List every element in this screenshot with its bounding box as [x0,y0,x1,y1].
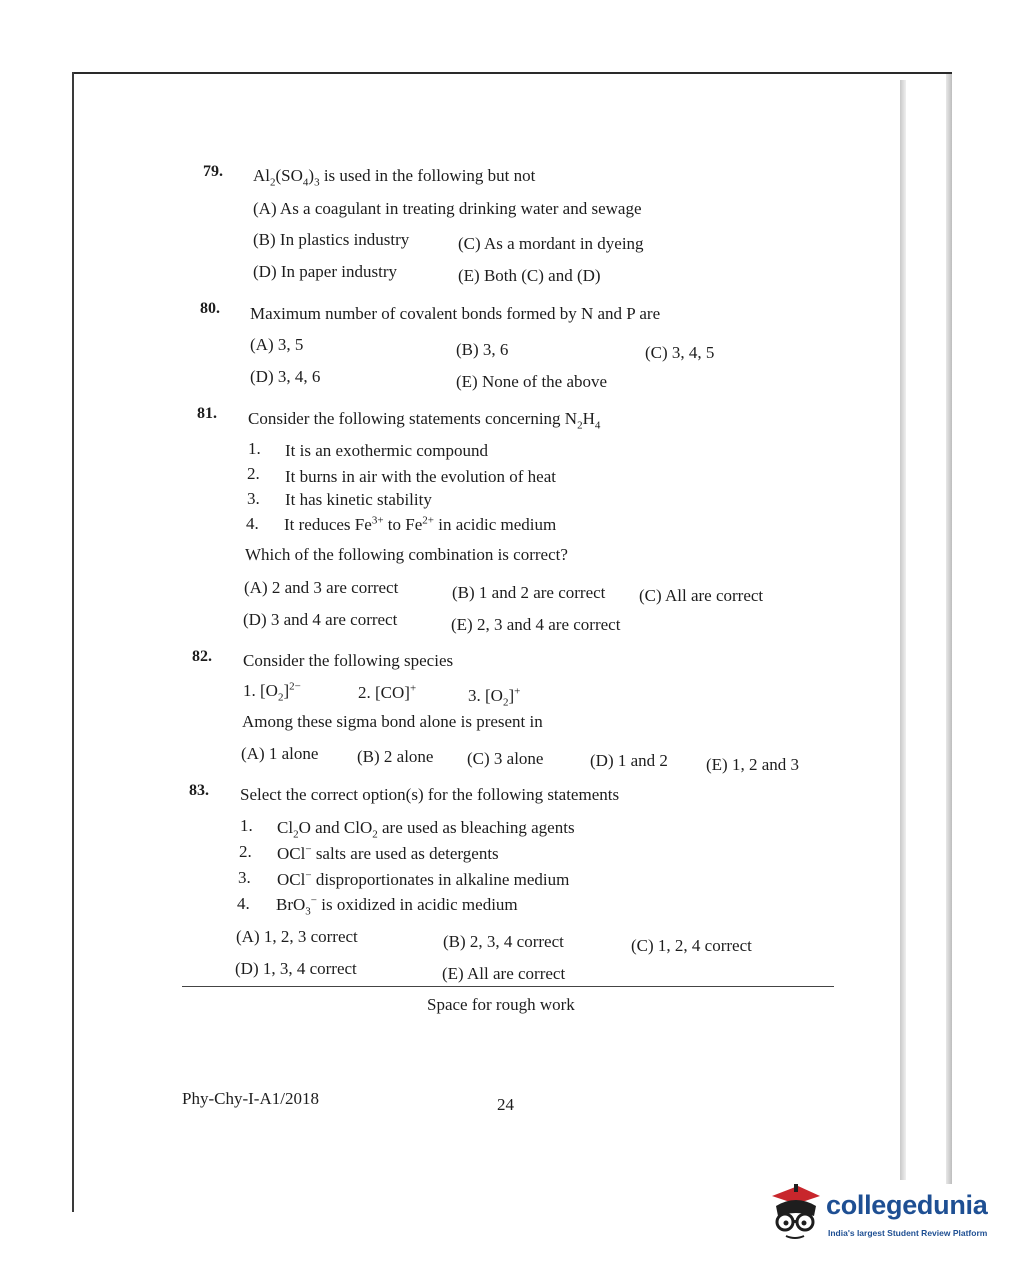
option-d: (D) 1, 3, 4 correct [235,959,357,978]
option-e: (E) 1, 2 and 3 [706,755,800,774]
statement-4: BrO$_3$− is oxidized in acidic medium [276,894,518,918]
statement-number: 4. [246,514,259,533]
option-e: (E) None of the above [456,372,608,391]
question-ask: Which of the following combination is correct? [245,545,568,564]
statement-3: It has kinetic stability [285,490,432,509]
mascot-icon [768,1182,822,1242]
statement-number: 4. [237,894,250,913]
option-e: (E) All are correct [442,964,566,983]
option-b: (B) 2, 3, 4 correct [443,932,564,951]
collegedunia-watermark [768,1180,998,1250]
option-c: (C) 3 alone [467,749,544,768]
option-b: (B) 2 alone [357,747,434,766]
statement-3: OCl− disproportionates in alkaline medium [277,869,570,889]
species-2: 2. [CO]+ [358,682,417,702]
option-b: (B) 1 and 2 are correct [452,583,606,602]
option-e: (E) Both (C) and (D) [458,266,601,285]
question-number: 81. [197,405,217,422]
statement-number: 3. [247,489,260,508]
rough-work-label: Space for rough work [427,995,575,1014]
option-c: (C) 3, 4, 5 [645,343,715,362]
brand-tagline: India's largest Student Review Platform [828,1228,988,1238]
option-a: (A) 1 alone [241,744,319,763]
paper-code: Phy-Chy-I-A1/2018 [182,1089,319,1108]
question-stem: Select the correct option(s) for the following statements [240,785,620,804]
scan-edge-right-outer [946,74,952,1184]
option-a: (A) 2 and 3 are correct [244,578,399,597]
question-stem: $Al_2(SO_4)_3$ is used in the following but not [253,166,536,189]
option-b: (B) In plastics industry [253,230,410,249]
option-b: (B) 3, 6 [456,340,509,359]
question-number: 79. [203,163,223,180]
question-ask: Among these sigma bond alone is present in [242,712,543,731]
statement-1: It is an exothermic compound [285,441,489,460]
option-a: (A) 1, 2, 3 correct [236,927,358,946]
option-e: (E) 2, 3 and 4 are correct [451,615,621,634]
rough-work-divider [182,986,834,987]
option-c: (C) All are correct [639,586,764,605]
statement-1: $Cl_2O$ and ClO$_2$ are used as bleaching agents [277,818,575,841]
question-stem: Maximum number of covalent bonds formed by N and P are [250,304,661,323]
question-number: 80. [200,300,220,317]
option-a: (A) As a coagulant in treating drinking water and sewage [253,199,642,218]
statement-2: It burns in air with the evolution of heat [285,467,556,486]
option-a: (A) 3, 5 [250,335,304,354]
option-c: (C) As a mordant in dyeing [458,234,644,253]
scan-edge-left [72,72,74,1212]
brand-name: collegedunia [826,1190,988,1220]
question-number: 83. [189,782,209,799]
scan-edge-right [900,80,906,1180]
statement-number: 2. [247,464,260,483]
statement-number: 3. [238,868,251,887]
statement-2: OCl− salts are used as detergents [277,843,499,863]
option-c: (C) 1, 2, 4 correct [631,936,752,955]
option-d: (D) In paper industry [253,262,397,281]
option-d: (D) 3 and 4 are correct [243,610,398,629]
species-1: 1. $[O_2]^{2-}$ [243,680,301,704]
option-d: (D) 3, 4, 6 [250,367,321,386]
page-number: 24 [497,1095,514,1114]
statement-number: 1. [248,439,261,458]
question-stem: Consider the following species [243,651,454,670]
statement-4: It reduces $Fe^{3+}$ to $Fe^{2+}$ in acidic medium [284,514,557,534]
statement-number: 2. [239,842,252,861]
scan-edge-top [72,72,952,74]
statement-number: 1. [240,816,253,835]
species-3: 3. $[O_2]^+$ [468,685,521,709]
question-number: 82. [192,648,212,665]
question-stem: Consider the following statements concerning $N_2H_4$ [248,409,601,432]
option-d: (D) 1 and 2 [590,751,668,770]
